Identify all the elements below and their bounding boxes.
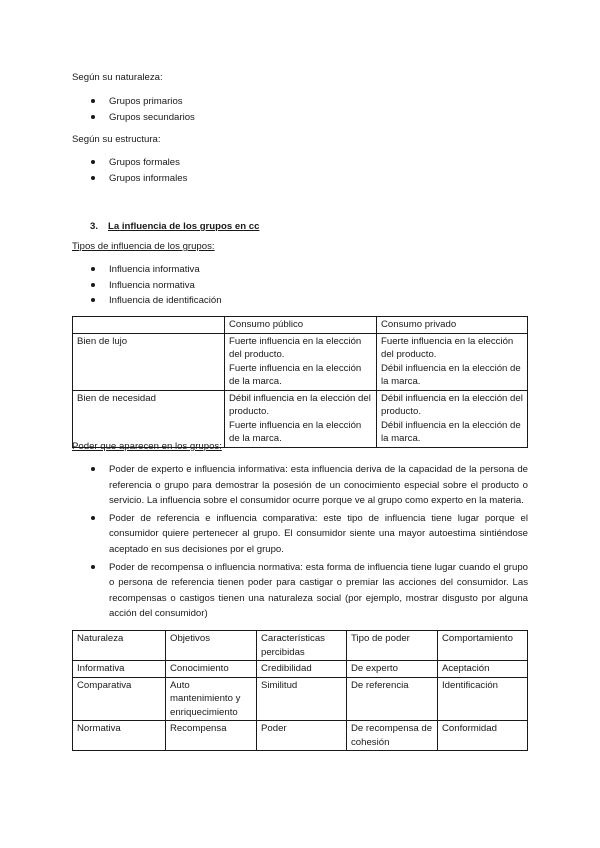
powers-list bbox=[72, 462, 528, 624]
influence-types-list bbox=[72, 263, 222, 310]
table-cell: Auto mantenimiento y enriquecimiento bbox=[166, 677, 257, 721]
table-row bbox=[73, 721, 528, 751]
influence-types-title: Tipos de influencia de los grupos: bbox=[72, 241, 215, 252]
section-3-heading bbox=[90, 220, 259, 233]
table-header-cell: Características percibidas bbox=[257, 631, 347, 661]
bullet-icon bbox=[91, 160, 95, 164]
table-header-row bbox=[73, 631, 528, 661]
list-item: Poder de experto e influencia informativa: esta influencia deriva de la capacidad de la persona de referencia o grupo para demostrar la posesión de un conocimiento especial sobre el producto o servicio. La influencia sobre el consumidor ocurre porque ve al grupo como experto en la materia. bbox=[72, 462, 528, 509]
table-cell: Comparativa bbox=[73, 677, 166, 721]
table-cell: Poder bbox=[257, 721, 347, 751]
bullet-icon bbox=[91, 565, 95, 569]
bullet-icon bbox=[91, 267, 95, 271]
list-item: Poder de recompensa o influencia normativa: esta forma de influencia tiene lugar cuando el grupo o persona de referencia tienen poder para castigar o premiar las acciones del consumidor. Las recompensas o castigos tienen una naturaleza social (por ejemplo, mostrar disgusto por alguna acción del consumidor) bbox=[72, 560, 528, 622]
list-item: Grupos secundarios bbox=[72, 111, 195, 127]
bullet-icon bbox=[91, 99, 95, 103]
bullet-icon bbox=[91, 516, 95, 520]
table-row bbox=[73, 661, 528, 678]
table-cell: Débil influencia en la elección del producto. Débil influencia en la elección de la marca. bbox=[377, 390, 528, 447]
table-header-cell bbox=[73, 317, 225, 334]
table-cell: Conformidad bbox=[438, 721, 528, 751]
table-row bbox=[73, 390, 528, 447]
bullet-icon bbox=[91, 298, 95, 302]
table-cell: De recompensa de cohesión bbox=[347, 721, 438, 751]
structure-heading: Según su estructura: bbox=[72, 134, 161, 145]
list-item: Grupos formales bbox=[72, 156, 187, 172]
table-header-cell: Consumo privado bbox=[377, 317, 528, 334]
table-cell: Informativa bbox=[73, 661, 166, 678]
section-number: 3. bbox=[90, 221, 99, 232]
nature-list bbox=[72, 95, 195, 126]
bullet-icon bbox=[91, 283, 95, 287]
bullet-icon bbox=[91, 176, 95, 180]
table-cell: Fuerte influencia en la elección del producto. Débil influencia en la elección de la marca. bbox=[377, 333, 528, 390]
table-cell: Fuerte influencia en la elección del producto. Fuerte influencia en la elección de la marca. bbox=[225, 333, 377, 390]
list-item: Influencia normativa bbox=[72, 279, 222, 295]
list-item: Influencia de identificación bbox=[72, 294, 222, 310]
structure-list bbox=[72, 156, 187, 187]
bullet-icon bbox=[91, 115, 95, 119]
table-cell: Débil influencia en la elección del producto. Fuerte influencia en la elección de la marca. bbox=[225, 390, 377, 447]
nature-heading: Según su naturaleza: bbox=[72, 72, 163, 83]
powers-title: Poder que aparecen en los grupos: bbox=[72, 441, 222, 452]
table-cell: Normativa bbox=[73, 721, 166, 751]
table-header-cell: Consumo público bbox=[225, 317, 377, 334]
section-title: La influencia de los grupos en cc bbox=[108, 221, 260, 232]
table-cell: Bien de necesidad bbox=[73, 390, 225, 447]
table-cell: Similitud bbox=[257, 677, 347, 721]
table-cell: Conocimiento bbox=[166, 661, 257, 678]
list-item: Influencia informativa bbox=[72, 263, 222, 279]
table-header-cell: Comportamiento bbox=[438, 631, 528, 661]
consumption-table bbox=[72, 316, 528, 448]
table-cell: Bien de lujo bbox=[73, 333, 225, 390]
list-item: Grupos primarios bbox=[72, 95, 195, 111]
list-item: Poder de referencia e influencia comparativa: este tipo de influencia tiene lugar porque el consumidor quiere pertenecer al grupo. El consumidor siente una mayor autoestima sintiéndose aceptado en sus decisiones por el grupo. bbox=[72, 511, 528, 558]
table-cell: Aceptación bbox=[438, 661, 528, 678]
table-row bbox=[73, 677, 528, 721]
bullet-icon bbox=[91, 467, 95, 471]
table-cell: Recompensa bbox=[166, 721, 257, 751]
table-header-row bbox=[73, 317, 528, 334]
list-item: Grupos informales bbox=[72, 172, 187, 188]
influence-summary-table bbox=[72, 630, 528, 751]
table-header-cell: Tipo de poder bbox=[347, 631, 438, 661]
table-header-cell: Naturaleza bbox=[73, 631, 166, 661]
table-cell: De referencia bbox=[347, 677, 438, 721]
table-cell: Identificación bbox=[438, 677, 528, 721]
table-row bbox=[73, 333, 528, 390]
table-cell: De experto bbox=[347, 661, 438, 678]
table-header-cell: Objetivos bbox=[166, 631, 257, 661]
table-cell: Credibilidad bbox=[257, 661, 347, 678]
